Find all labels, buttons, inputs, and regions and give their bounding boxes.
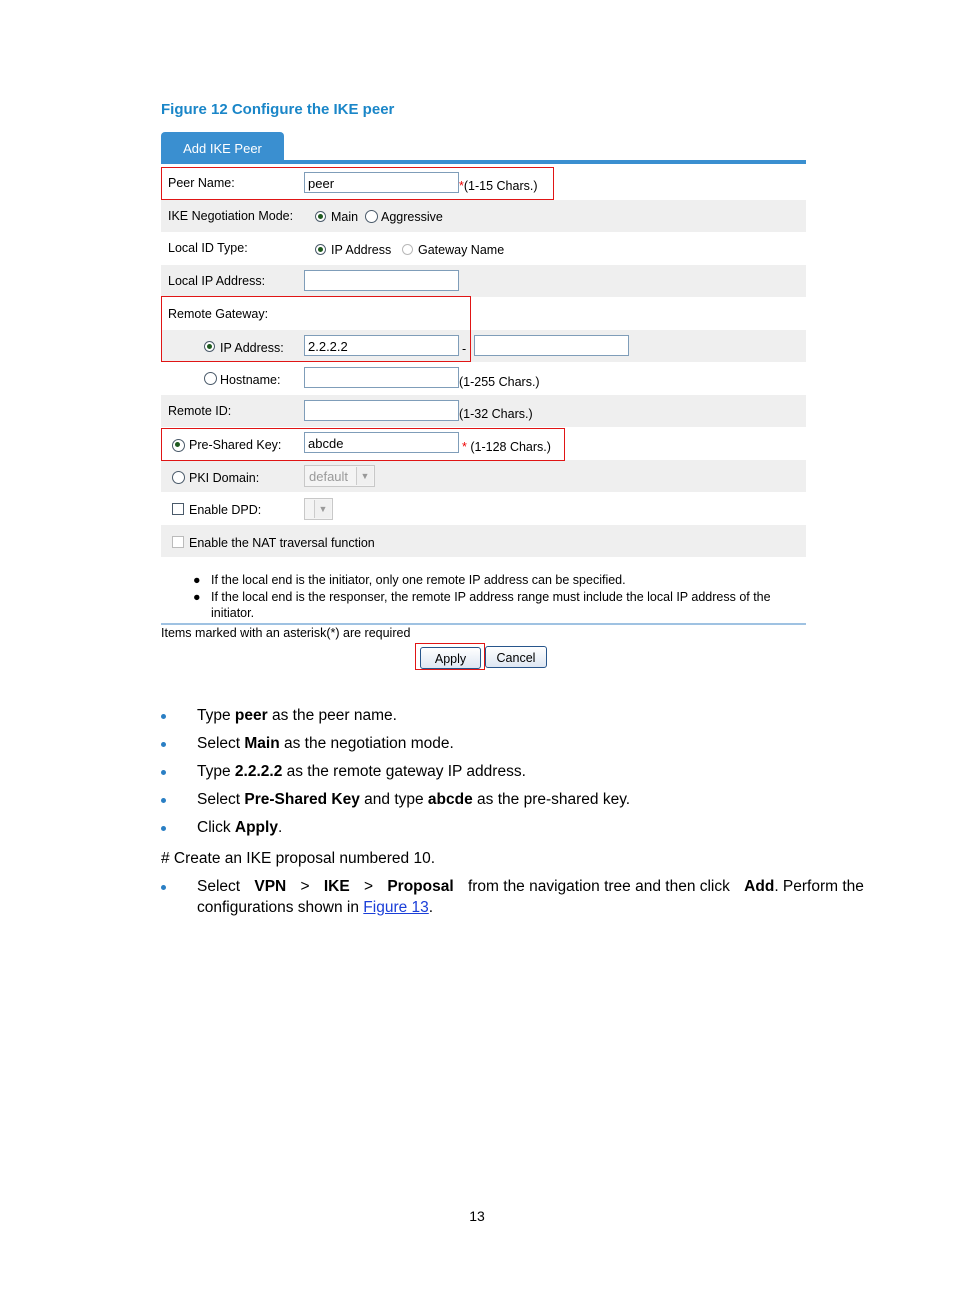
radio-main-label: Main <box>331 210 359 224</box>
required-note: Items marked with an asterisk(*) are required <box>161 626 411 640</box>
hostname-hint: (1-255 Chars.) <box>459 375 540 389</box>
page-number: 13 <box>469 1208 485 1224</box>
radio-aggressive[interactable] <box>365 210 378 223</box>
pki-label: PKI Domain: <box>189 471 260 485</box>
row-remote-id <box>161 395 806 427</box>
neg-mode-label: IKE Negotiation Mode: <box>168 209 294 223</box>
chevron-down-icon: ▼ <box>314 500 331 518</box>
notes-list <box>193 572 803 622</box>
tab-add-ike-peer[interactable]: Add IKE Peer <box>161 132 284 161</box>
local-ip-label: Local IP Address: <box>168 274 266 288</box>
note-item: ● If the local end is the responser, the remote IP address range must include the local IP address of the initiator. <box>193 589 771 620</box>
remote-ip-label: IP Address: <box>220 341 284 355</box>
peer-name-hint: *(1-15 Chars.) <box>459 179 538 193</box>
figure-13-link[interactable]: Figure 13 <box>363 899 429 916</box>
radio-local-ip-label: IP Address <box>331 243 392 257</box>
hostname-label: Hostname: <box>220 373 281 387</box>
radio-aggressive-label: Aggressive <box>381 210 443 224</box>
row-local-id-type <box>161 232 806 264</box>
remote-id-input[interactable] <box>304 400 459 421</box>
hostname-input[interactable] <box>304 367 459 388</box>
dpd-label: Enable DPD: <box>189 503 262 517</box>
cancel-button[interactable]: Cancel <box>485 646 547 668</box>
psk-label: Pre-Shared Key: <box>189 438 282 452</box>
create-proposal-text: # Create an IKE proposal numbered 10. <box>161 850 436 867</box>
row-enable-dpd <box>161 492 806 524</box>
remote-gateway-label: Remote Gateway: <box>168 307 269 321</box>
radio-gateway-name-label: Gateway Name <box>418 243 505 257</box>
bullet-icon <box>161 770 166 775</box>
form-bottom-divider <box>161 623 806 625</box>
remote-id-label: Remote ID: <box>168 404 232 418</box>
bullet-icon <box>161 714 166 719</box>
local-ip-input[interactable] <box>304 270 459 291</box>
peer-name-label: Peer Name: <box>168 176 235 190</box>
dpd-select[interactable] <box>304 498 333 520</box>
row-local-ip <box>161 265 806 297</box>
radio-hostname[interactable] <box>204 372 217 385</box>
psk-input[interactable]: abcde <box>304 432 459 453</box>
row-pki-domain <box>161 460 806 492</box>
radio-local-ip[interactable] <box>315 244 326 255</box>
radio-main[interactable] <box>315 211 326 222</box>
highlight-peer-name <box>161 167 554 200</box>
radio-pki-domain[interactable] <box>172 471 185 484</box>
highlight-apply-button <box>415 643 485 670</box>
psk-hint: * (1-128 Chars.) <box>462 440 551 454</box>
range-dash: - <box>462 342 467 356</box>
tab-underline <box>161 160 806 164</box>
figure-caption: Figure 12 Configure the IKE peer <box>161 101 395 118</box>
row-nat-traversal <box>161 525 806 557</box>
checkbox-enable-dpd[interactable] <box>172 503 184 515</box>
remote-id-hint: (1-32 Chars.) <box>459 407 533 421</box>
last-step-line1: Select VPN > IKE > Proposal from the navigation tree and then click Add. Perform the <box>197 878 864 895</box>
peer-name-input[interactable]: peer <box>304 172 459 193</box>
asterisk: * <box>459 179 464 193</box>
row-negotiation-mode <box>161 200 806 232</box>
radio-gateway-name[interactable] <box>402 244 413 255</box>
bullet-icon <box>161 826 166 831</box>
highlight-pre-shared-key <box>161 428 565 461</box>
bullet-icon <box>161 742 166 747</box>
pki-domain-select[interactable]: default ▼ <box>304 465 375 487</box>
local-id-label: Local ID Type: <box>168 241 248 255</box>
nat-label: Enable the NAT traversal function <box>189 536 375 550</box>
chevron-down-icon: ▼ <box>356 467 373 485</box>
checkbox-nat-traversal[interactable] <box>172 536 184 548</box>
remote-ip-start-input[interactable]: 2.2.2.2 <box>304 335 459 356</box>
last-step-line2: configurations shown in Figure 13. <box>197 899 434 916</box>
bullet-icon <box>161 798 166 803</box>
note-item: ● If the local end is the initiator, only one remote IP address can be specified. <box>193 573 626 587</box>
highlight-remote-gateway <box>161 296 471 362</box>
apply-button[interactable]: Apply <box>420 647 481 669</box>
bullet-icon <box>161 885 166 890</box>
remote-ip-end-input[interactable] <box>474 335 629 356</box>
row-hostname <box>161 362 806 394</box>
